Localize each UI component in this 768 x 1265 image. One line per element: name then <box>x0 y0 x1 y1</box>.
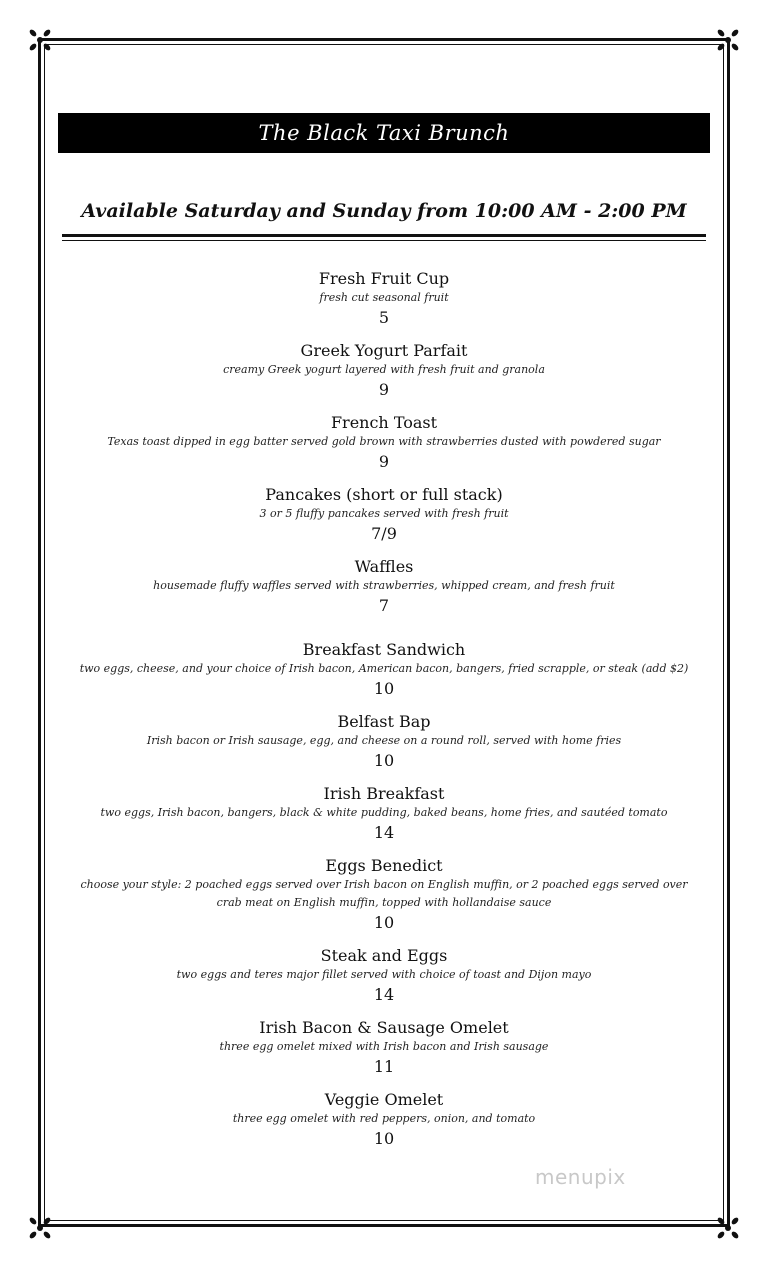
menu-item <box>62 784 706 843</box>
menu-item-price: 9 <box>378 380 390 399</box>
menu-item-description: Irish bacon or Irish sausage, egg, and cheese on a round roll, served with home fries <box>146 734 622 747</box>
menu-item-name: French Toast <box>330 413 438 432</box>
divider-thick <box>62 234 706 237</box>
menu-item-price: 14 <box>373 823 395 842</box>
menu-item <box>62 485 706 544</box>
menu-item-name: Irish Bacon & Sausage Omelet <box>259 1018 509 1037</box>
menu-item-price: 5 <box>378 308 390 327</box>
menu-item-name: Belfast Bap <box>337 712 431 731</box>
menu-item-price: 9 <box>378 452 390 471</box>
menu-item-name: Irish Breakfast <box>323 784 445 803</box>
menu-item-price: 10 <box>373 751 395 770</box>
menu-title-banner <box>58 113 710 153</box>
menu-item-price: 10 <box>373 679 395 698</box>
menu-item-name: Veggie Omelet <box>324 1090 444 1109</box>
menu-item <box>62 269 706 328</box>
availability-heading: Available Saturday and Sunday from 10:00 AM - 2:00 PM <box>81 200 687 222</box>
menu-item-price: 10 <box>373 1129 395 1148</box>
menu-item-description: housemade fluffy waffles served with strawberries, whipped cream, and fresh fruit <box>153 579 615 592</box>
menu-item <box>62 413 706 472</box>
menu-item <box>62 557 706 616</box>
menu-item-description: choose your style: 2 poached eggs served over Irish bacon on English muffin, or 2 poached eggs served over crab meat on English muffin, topped with hollandaise sauce <box>80 878 688 909</box>
floral-ornament-icon <box>713 1213 743 1243</box>
menu-item-description: two eggs, Irish bacon, bangers, black & white pudding, baked beans, home fries, and sautéed tomato <box>100 806 668 819</box>
menu-title: The Black Taxi Brunch <box>258 121 510 145</box>
menu-item-name: Steak and Eggs <box>320 946 448 965</box>
floral-ornament-icon <box>713 25 743 55</box>
floral-ornament-icon <box>25 25 55 55</box>
menu-item <box>62 1090 706 1149</box>
watermark: menupix <box>535 1165 626 1189</box>
menu-item <box>62 856 706 933</box>
menu-item-name: Breakfast Sandwich <box>302 640 466 659</box>
menu-item-description: three egg omelet mixed with Irish bacon and Irish sausage <box>219 1040 549 1053</box>
menu-item <box>62 712 706 771</box>
menu-item-price: 7/9 <box>371 524 397 543</box>
menu-item-description: Texas toast dipped in egg batter served gold brown with strawberries dusted with powdered sugar <box>107 435 661 448</box>
menu-item-name: Greek Yogurt Parfait <box>300 341 468 360</box>
menu-item-description: three egg omelet with red peppers, onion, and tomato <box>232 1112 536 1125</box>
menu-item-description: two eggs, cheese, and your choice of Irish bacon, American bacon, bangers, fried scrapple, or steak (add $2) <box>79 662 689 675</box>
menu-item-description: 3 or 5 fluffy pancakes served with fresh fruit <box>259 507 509 520</box>
menu-item-name: Waffles <box>354 557 414 576</box>
floral-ornament-icon <box>25 1213 55 1243</box>
divider-thin <box>62 240 706 241</box>
menu-item-description: creamy Greek yogurt layered with fresh fruit and granola <box>223 363 545 376</box>
menu-item-price: 11 <box>373 1057 395 1076</box>
menu-item <box>62 1018 706 1077</box>
menu-item-price: 7 <box>378 596 390 615</box>
menu-item <box>62 341 706 400</box>
menu-item-list <box>62 256 706 1149</box>
menu-item-price: 14 <box>373 985 395 1004</box>
menu-item-price: 10 <box>373 913 395 932</box>
menu-item <box>62 946 706 1005</box>
menu-item-name: Pancakes (short or full stack) <box>265 485 503 504</box>
menu-item-name: Fresh Fruit Cup <box>318 269 450 288</box>
menu-item-description: two eggs and teres major fillet served with choice of toast and Dijon mayo <box>176 968 592 981</box>
menu-item-description: fresh cut seasonal fruit <box>319 291 449 304</box>
menu-item <box>62 640 706 699</box>
menu-item-name: Eggs Benedict <box>325 856 443 875</box>
